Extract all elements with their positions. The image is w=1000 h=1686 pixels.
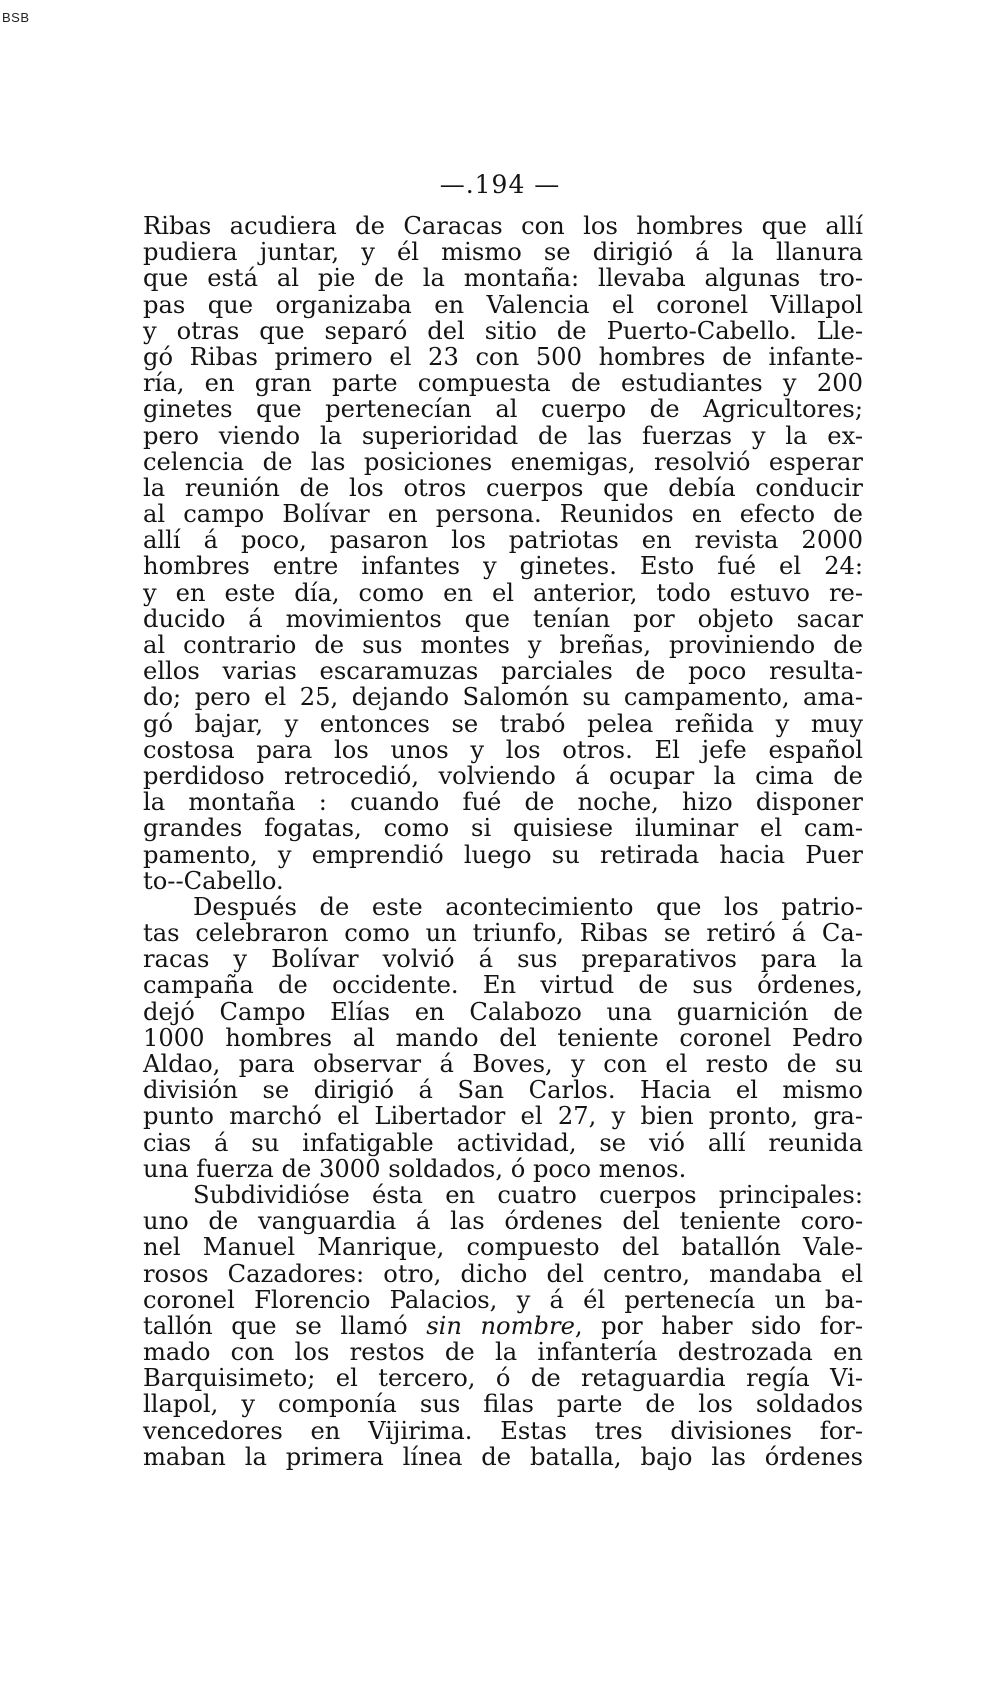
text-line: pero viendo la superioridad de las fuerzas y la ex- bbox=[143, 421, 863, 450]
text-line: uno de vanguardia á las órdenes del teniente coro- bbox=[143, 1207, 863, 1236]
text-line: celencia de las posiciones enemigas, resolvió esperar bbox=[143, 447, 863, 476]
text-line: llapol, y componía sus filas parte de los soldados bbox=[143, 1390, 863, 1419]
text-line: vencedores en Vijirima. Estas tres divisiones for- bbox=[143, 1416, 863, 1445]
page-number: —.194 — bbox=[439, 170, 561, 199]
text-line: la reunión de los otros cuerpos que debía conducir bbox=[143, 473, 863, 502]
text-line: perdidoso retrocedió, volviendo á ocupar la cima de bbox=[143, 761, 863, 790]
text-line: Ribas acudiera de Caracas con los hombres que allí bbox=[143, 212, 863, 240]
text-line bbox=[143, 1313, 863, 1339]
text-line: do; pero el 25, dejando Salomón su campamento, ama- bbox=[143, 683, 863, 712]
text-line: campaña de occidente. En virtud de sus órdenes, bbox=[143, 971, 863, 1000]
text-line: gó bajar, y entonces se trabó pelea reñida y muy bbox=[143, 709, 863, 738]
text-line: ellos varias escaramuzas parciales de poco resulta- bbox=[143, 657, 863, 686]
body-text bbox=[143, 213, 863, 1470]
text-line: to--Cabello. bbox=[143, 866, 284, 895]
text-line: mado con los restos de la infantería destrozada en bbox=[143, 1338, 863, 1367]
text-line: ginetes que pertenecían al cuerpo de Agricultores; bbox=[143, 395, 863, 424]
text-line: al contrario de sus montes y breñas, proviniendo de bbox=[143, 631, 863, 659]
text-line: Barquisimeto; el tercero, ó de retaguardia regía Vi- bbox=[143, 1364, 863, 1393]
italic-phrase: sin nombre bbox=[426, 1311, 575, 1340]
text-line: coronel Florencio Palacios, y á él pertenecía un ba- bbox=[143, 1285, 863, 1314]
text-line: que está al pie de la montaña: llevaba algunas tro- bbox=[143, 264, 863, 293]
text-line: gó Ribas primero el 23 con 500 hombres de infante- bbox=[143, 342, 863, 371]
text-line: ría, en gran parte compuesta de estudiantes y 200 bbox=[143, 369, 863, 398]
text-line: rosos Cazadores: otro, dicho del centro, mandaba el bbox=[143, 1259, 863, 1288]
text-line: Subdividióse ésta en cuatro cuerpos principales: bbox=[193, 1180, 863, 1209]
text-line: punto marchó el Libertador el 27, y bien pronto, gra- bbox=[143, 1102, 863, 1131]
text-line: y en este día, como en el anterior, todo estuvo re- bbox=[143, 578, 863, 607]
text-line: ducido á movimientos que tenían por objeto sacar bbox=[143, 604, 863, 633]
text-line: y otras que separó del sitio de Puerto-Cabello. Lle- bbox=[143, 316, 863, 345]
text-line: Aldao, para observar á Boves, y con el resto de su bbox=[143, 1050, 863, 1078]
text-line: maban la primera línea de batalla, bajo las órdenes bbox=[143, 1442, 863, 1471]
text-line: allí á poco, pasaron los patriotas en revista 2000 bbox=[143, 526, 863, 555]
text-line: división se dirigió á San Carlos. Hacia el mismo bbox=[143, 1076, 863, 1105]
text-line: pamento, y emprendió luego su retirada hacia Puer bbox=[143, 840, 863, 869]
text-line: pas que organizaba en Valencia el coronel Villapol bbox=[143, 290, 863, 319]
text-line: al campo Bolívar en persona. Reunidos en efecto de bbox=[143, 500, 863, 529]
text-line-segment: , por haber sido for- bbox=[574, 1311, 863, 1340]
text-line: una fuerza de 3000 soldados, ó poco menos. bbox=[143, 1154, 687, 1183]
text-line: tas celebraron como un triunfo, Ribas se retiró á Ca- bbox=[143, 919, 863, 948]
text-line: costosa para los unos y los otros. El jefe español bbox=[143, 735, 863, 764]
library-stamp: BSB bbox=[2, 10, 30, 25]
text-line: pudiera juntar, y él mismo se dirigió á la llanura bbox=[143, 238, 863, 267]
text-line: 1000 hombres al mando del teniente coronel Pedro bbox=[143, 1023, 863, 1052]
text-line: nel Manuel Manrique, compuesto del batallón Vale- bbox=[143, 1233, 863, 1262]
text-line: dejó Campo Elías en Calabozo una guarnición de bbox=[143, 997, 863, 1026]
text-line: racas y Bolívar volvió á sus preparativos para la bbox=[143, 945, 863, 974]
text-line: Después de este acontecimiento que los patrio- bbox=[193, 892, 863, 921]
text-line-segment: tallón que se llamó bbox=[143, 1311, 427, 1340]
text-line: la montaña : cuando fué de noche, hizo disponer bbox=[143, 788, 863, 817]
text-line: grandes fogatas, como si quisiese iluminar el cam- bbox=[143, 814, 863, 843]
text-line: cias á su infatigable actividad, se vió allí reunida bbox=[143, 1128, 863, 1157]
text-line: hombres entre infantes y ginetes. Esto fué el 24: bbox=[143, 552, 863, 581]
